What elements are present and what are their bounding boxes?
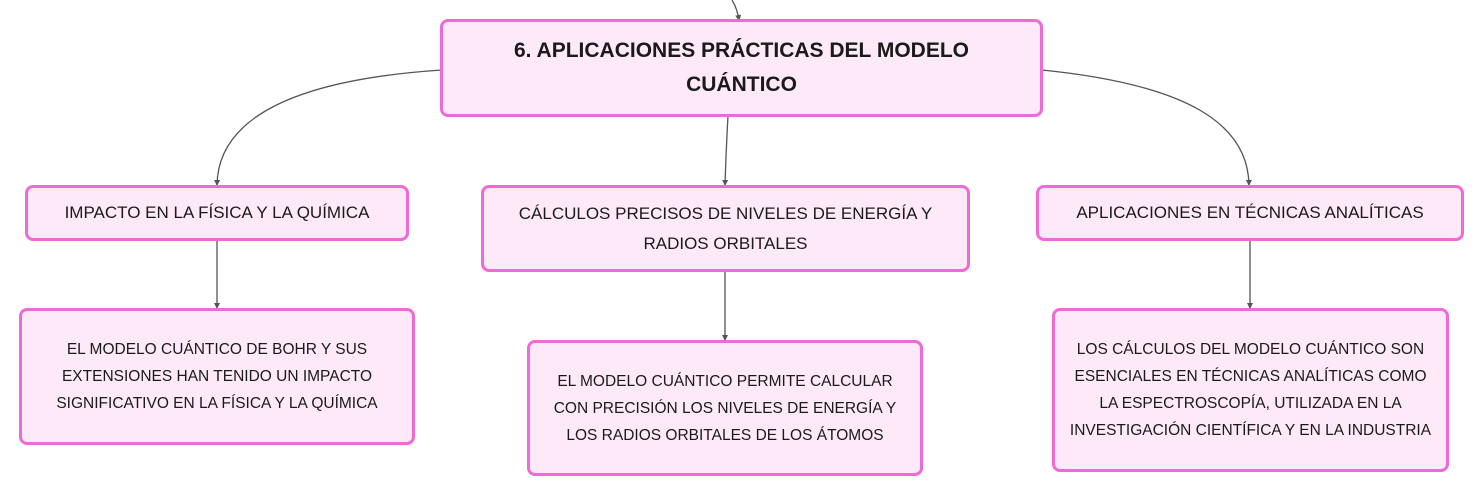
connector-root-to-branch-1 <box>217 70 442 185</box>
detail-text: LOS CÁLCULOS DEL MODELO CUÁNTICO SON ESENCIALES EN TÉCNICAS ANALÍTICAS COMO LA ESPECTROSCOPÍA, UTILIZADA EN LA INVESTIGACIÓN CIENTÍFICA Y EN LA INDUSTRIA <box>1069 341 1432 439</box>
connector-incoming <box>732 0 739 20</box>
branch-label: APLICACIONES EN TÉCNICAS ANALÍTICAS <box>1076 203 1424 222</box>
branch-node-energy-calculations[interactable] <box>481 185 970 272</box>
detail-node-energy-calculations[interactable] <box>527 340 923 476</box>
detail-node-analytical-techniques[interactable] <box>1052 308 1449 472</box>
root-title: 6. APLICACIONES PRÁCTICAS DEL MODELO CUÁNTICO <box>513 39 970 96</box>
detail-node-physics-chemistry[interactable] <box>19 308 415 445</box>
branch-label: CÁLCULOS PRECISOS DE NIVELES DE ENERGÍA Y RADIOS ORBITALES <box>518 203 933 253</box>
connector-root-to-branch-3 <box>1042 70 1249 185</box>
detail-text: EL MODELO CUÁNTICO DE BOHR Y SUS EXTENSIONES HAN TENIDO UN IMPACTO SIGNIFICATIVO EN LA FÍSICA Y LA QUÍMICA <box>56 341 378 412</box>
branch-node-physics-chemistry[interactable] <box>25 185 409 241</box>
detail-text: EL MODELO CUÁNTICO PERMITE CALCULAR CON PRECISIÓN LOS NIVELES DE ENERGÍA Y LOS RADIOS ORBITALES DE LOS ÁTOMOS <box>553 372 897 444</box>
branch-node-analytical-techniques[interactable] <box>1036 185 1464 241</box>
branch-label: IMPACTO EN LA FÍSICA Y LA QUÍMICA <box>64 203 370 222</box>
connector-root-to-branch-2 <box>725 116 728 185</box>
root-node[interactable] <box>440 19 1043 117</box>
